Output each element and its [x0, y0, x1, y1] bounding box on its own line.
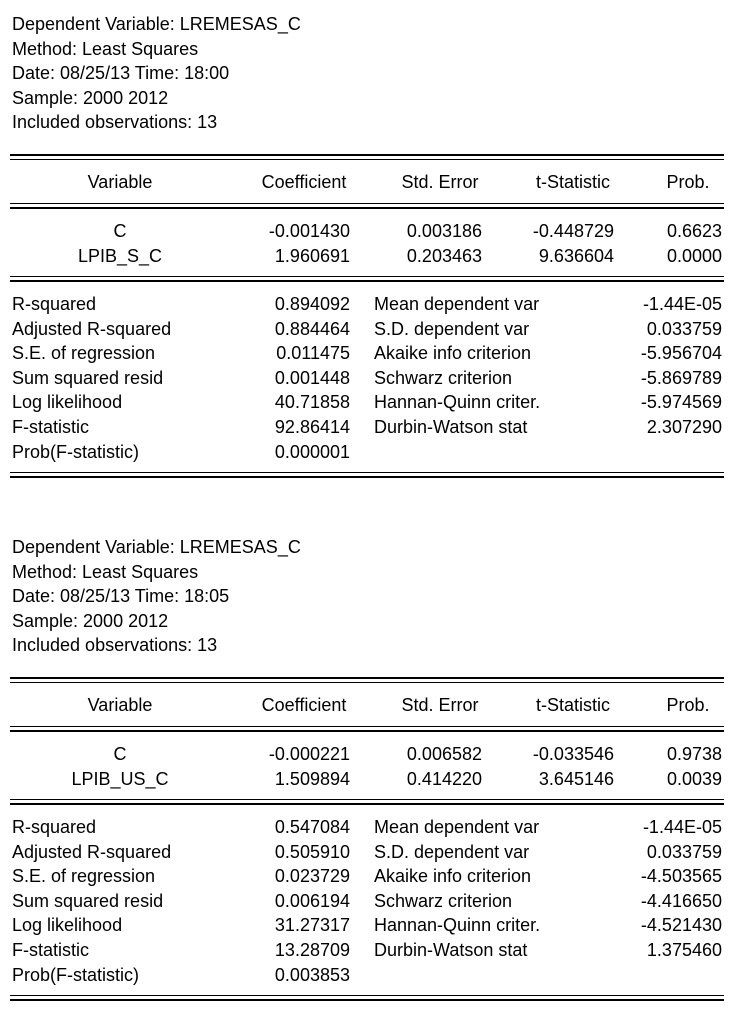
stat-value: 1.375460	[646, 940, 722, 960]
table-row-coefficient: -0.001430	[268, 221, 350, 241]
double-rule	[10, 730, 724, 732]
table-row-prob: 0.9738	[666, 744, 722, 764]
column-header: Coefficient	[261, 172, 347, 192]
stat-label: Akaike info criterion	[374, 866, 532, 887]
stat-value: 92.86414	[274, 417, 350, 437]
double-rule	[10, 154, 724, 156]
table-row-t-statistic: 3.645146	[538, 769, 614, 789]
stat-label: Prob(F-statistic)	[12, 441, 140, 462]
stat-label: Hannan-Quinn criter.	[374, 915, 541, 936]
stat-label: Prob(F-statistic)	[12, 964, 140, 985]
stat-label: Mean dependent var	[374, 294, 540, 314]
table-row-prob: 0.6623	[666, 221, 722, 241]
stat-value: -4.521430	[640, 915, 722, 936]
stat-label: S.E. of regression	[12, 866, 156, 887]
stat-label: Durbin-Watson stat	[374, 940, 528, 960]
column-header: Variable	[87, 172, 153, 192]
stat-value: 0.011475	[276, 343, 350, 364]
stat-value: 0.894092	[274, 294, 350, 314]
stat-value: 0.033759	[646, 841, 722, 862]
column-header: Coefficient	[261, 695, 347, 715]
double-rule	[10, 476, 724, 478]
stat-label: Hannan-Quinn criter.	[374, 392, 541, 413]
stat-label: Log likelihood	[12, 915, 123, 936]
double-rule	[10, 999, 724, 1001]
column-header: t-Statistic	[535, 695, 610, 715]
regression-block	[0, 523, 746, 1013]
table-row-prob: 0.0039	[666, 769, 722, 789]
stat-label: Schwarz criterion	[374, 890, 513, 911]
table-row-variable: C	[113, 221, 127, 241]
stat-value: 0.000001	[274, 441, 350, 462]
header-line: Included observations: 13	[12, 112, 218, 132]
header-line: Method: Least Squares	[12, 561, 199, 582]
table-row-std-error: 0.414220	[406, 769, 482, 789]
stat-value: -4.503565	[640, 866, 722, 887]
table-row-std-error: 0.006582	[406, 744, 482, 764]
stat-label: Adjusted R-squared	[12, 318, 172, 339]
table-row-t-statistic: 9.636604	[538, 246, 614, 266]
stat-label: S.D. dependent var	[374, 318, 530, 339]
table-row-std-error: 0.203463	[406, 246, 482, 266]
table-row-coefficient: 1.960691	[274, 246, 350, 266]
stat-label: Sum squared resid	[12, 890, 164, 911]
rule	[10, 276, 724, 277]
stat-value: 0.884464	[274, 318, 350, 339]
column-header: Std. Error	[401, 695, 479, 715]
stat-value: -5.869789	[640, 367, 722, 388]
stat-value: -1.44E-05	[642, 817, 722, 837]
table-row-prob: 0.0000	[666, 246, 722, 266]
stat-value: -1.44E-05	[642, 294, 722, 314]
table-row-coefficient: 1.509894	[274, 769, 350, 789]
stat-label: Akaike info criterion	[374, 343, 532, 364]
header-line: Sample: 2000 2012	[12, 610, 169, 631]
column-header: Prob.	[666, 695, 710, 715]
stat-label: Log likelihood	[12, 392, 123, 413]
stat-value: 0.505910	[274, 841, 350, 862]
stat-label: S.D. dependent var	[374, 841, 530, 862]
stat-value: 40.71858	[274, 392, 350, 413]
stat-value: 31.27317	[274, 915, 350, 936]
header-line: Date: 08/25/13 Time: 18:00	[12, 63, 230, 83]
column-header: Prob.	[666, 172, 710, 192]
stat-label: Sum squared resid	[12, 367, 164, 388]
stat-label: S.E. of regression	[12, 343, 156, 364]
stat-label: F-statistic	[12, 940, 90, 960]
stat-value: -5.974569	[640, 392, 722, 413]
stat-value: 13.28709	[274, 940, 350, 960]
rule	[10, 203, 724, 204]
table-row-t-statistic: -0.033546	[532, 744, 614, 764]
header-line: Included observations: 13	[12, 635, 218, 655]
stat-label: R-squared	[12, 817, 97, 837]
column-header: Std. Error	[401, 172, 479, 192]
header-line: Sample: 2000 2012	[12, 87, 169, 108]
stat-value: 0.547084	[274, 817, 350, 837]
stat-label: Durbin-Watson stat	[374, 417, 528, 437]
stat-label: Schwarz criterion	[374, 367, 513, 388]
stat-value: -5.956704	[640, 343, 722, 364]
column-header: Variable	[87, 695, 153, 715]
table-row-std-error: 0.003186	[406, 221, 482, 241]
header-line: Method: Least Squares	[12, 38, 199, 59]
table-row-variable: C	[113, 744, 127, 764]
rule	[10, 682, 724, 683]
rule	[10, 726, 724, 727]
rule	[10, 799, 724, 800]
stat-label: Adjusted R-squared	[12, 841, 172, 862]
stat-label: Mean dependent var	[374, 817, 540, 837]
double-rule	[10, 803, 724, 805]
stat-label: F-statistic	[12, 417, 90, 437]
stat-value: 0.033759	[646, 318, 722, 339]
table-row-variable: LPIB_US_C	[71, 769, 169, 789]
rule	[10, 472, 724, 473]
regression-block	[0, 0, 746, 490]
column-header: t-Statistic	[535, 172, 610, 192]
stat-label: R-squared	[12, 294, 97, 314]
table-row-coefficient: -0.000221	[268, 744, 350, 764]
stat-value: 2.307290	[646, 417, 722, 437]
double-rule	[10, 207, 724, 209]
table-row-t-statistic: -0.448729	[532, 221, 614, 241]
header-line: Dependent Variable: LREMESAS_C	[12, 14, 301, 34]
stat-value: 0.003853	[274, 964, 350, 985]
rule	[10, 159, 724, 160]
stat-value: -4.416650	[640, 890, 722, 911]
stat-value: 0.023729	[274, 866, 350, 887]
stat-value: 0.006194	[274, 890, 350, 911]
double-rule	[10, 677, 724, 679]
header-line: Date: 08/25/13 Time: 18:05	[12, 586, 230, 606]
rule	[10, 995, 724, 996]
header-line: Dependent Variable: LREMESAS_C	[12, 537, 301, 557]
stat-value: 0.001448	[274, 367, 350, 388]
table-row-variable: LPIB_S_C	[77, 246, 163, 266]
double-rule	[10, 280, 724, 282]
